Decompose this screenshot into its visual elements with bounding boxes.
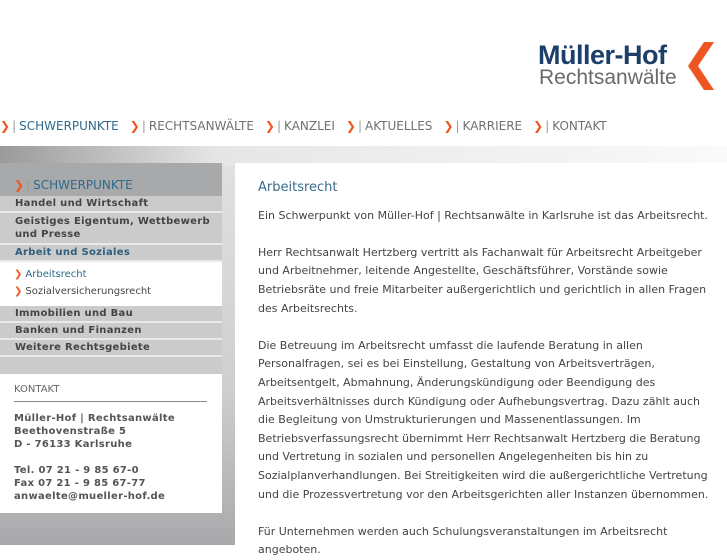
chevron-icon: ❯: [14, 177, 25, 192]
separator: |: [357, 119, 363, 133]
sidebar-item[interactable]: Immobilien und Bau: [0, 306, 222, 323]
nav-label: RECHTSANWÄLTE: [148, 119, 254, 133]
contact-box: [0, 374, 222, 513]
nav-schwerpunkte[interactable]: [0, 119, 119, 133]
paragraph: Für Unternehmen werden auch Schulungsveranstaltungen im Arbeitsrecht angeboten.: [258, 524, 668, 557]
nav-kanzlei[interactable]: [265, 119, 335, 133]
nav-rechtsanwaelte[interactable]: [130, 119, 254, 133]
nav-label: KONTAKT: [552, 119, 607, 133]
sidebar-item[interactable]: Banken und Finanzen: [0, 323, 222, 340]
sidebar-submenu: [0, 262, 222, 306]
logo[interactable]: [538, 40, 718, 92]
chevron-icon: ❯: [443, 119, 454, 133]
contact-fax: Fax 07 21 - 9 85 67-77: [14, 478, 146, 489]
sidebar-title: SCHWERPUNKTE: [33, 177, 133, 192]
logo-subtitle: Rechtsanwälte: [539, 66, 677, 89]
chevron-icon: ❯: [345, 119, 356, 133]
separator: |: [276, 119, 282, 133]
nav-label: SCHWERPUNKTE: [19, 119, 119, 133]
contact-email[interactable]: anwaelte@mueller-hof.de: [14, 491, 166, 502]
contact-street: Beethovenstraße 5: [14, 426, 127, 437]
chevron-icon: ❯: [14, 269, 23, 280]
logo-name: Müller-Hof: [538, 40, 667, 70]
paragraph: Ein Schwerpunkt von Müller-Hof | Rechtsanwälte in Karlsruhe ist das Arbeitsrecht.: [258, 208, 708, 222]
contact-tel: Tel. 07 21 - 9 85 67-0: [14, 465, 139, 476]
nav-aktuelles[interactable]: [346, 119, 433, 133]
sidebar-item[interactable]: Handel und Wirtschaft: [0, 196, 222, 213]
paragraph: Die Betreuung im Arbeitsrecht umfasst die laufende Beratung in allen Personalfragen, sei es bei Einstellung, Gestaltung von Arbeitsverträgen, Arbeitsentgelt, Abmahnung, Änderungskündigung oder Beendigung des Arbeitsverhältnisses durch Kündigung oder Aufhebungsvertrag. Dazu zählt auch die Begleitung von Umstrukturierungen und Massenentlassungen. Im Betriebsverfassungsrecht übernimmt Herr Rechtsanwalt Hertzberg die Beratung und Vertretung in sozialen und personellen Angelegenheiten bis hin zu Sozialplanverhandlungen. Bei Streitigkeiten wird die außergerichtliche Vertretung und die Prozessvertretung vor den Arbeitsgerichten aller Instanzen übernommen.: [258, 338, 709, 501]
subitem-label: Arbeitsrecht: [25, 269, 87, 280]
chevron-icon: ❯: [0, 119, 11, 133]
subitem-label: Sozialversicherungsrecht: [25, 286, 152, 297]
nav-karriere[interactable]: [443, 119, 522, 133]
separator: |: [12, 119, 17, 133]
contact-city: D - 76133 Karlsruhe: [14, 439, 133, 450]
nav-label: KANZLEI: [284, 119, 335, 133]
chevron-icon: ❯: [264, 119, 275, 133]
nav-label: AKTUELLES: [365, 119, 433, 133]
contact-title: KONTAKT: [14, 384, 207, 402]
sidebar-item[interactable]: Geistiges Eigentum, Wettbewerb und Presse: [0, 213, 222, 245]
sidebar-subitem[interactable]: [14, 283, 222, 300]
sidebar-footer: [0, 357, 222, 375]
chevron-icon: ❯: [129, 119, 140, 133]
main-nav: [0, 119, 618, 133]
sidebar-subitem-active[interactable]: [14, 266, 222, 283]
chevron-logo-icon: [686, 42, 714, 90]
paragraph: Herr Rechtsanwalt Hertzberg vertritt als Fachanwalt für Arbeitsrecht Arbeitgeber und Arbeitnehmer, leitende Angestellte, Geschäftsführer, Vorstände sowie Betriebsräte und freie Mitarbeiter außergerichtlich und gerichtlich in allen Fragen des Arbeitsrechts.: [258, 245, 707, 315]
nav-label: KARRIERE: [462, 119, 523, 133]
separator: |: [141, 119, 146, 133]
separator: |: [26, 177, 31, 192]
sidebar: [0, 163, 222, 375]
nav-kontakt[interactable]: [533, 119, 607, 133]
contact-name: Müller-Hof | Rechtsanwälte: [14, 413, 175, 424]
page-title: Arbeitsrecht: [258, 180, 338, 195]
sidebar-item-active[interactable]: Arbeit und Soziales: [0, 245, 222, 262]
chevron-icon: ❯: [533, 119, 544, 133]
chevron-icon: ❯: [14, 286, 23, 297]
main-content: [235, 163, 727, 557]
sidebar-item[interactable]: Weitere Rechtsgebiete: [0, 340, 222, 357]
separator: |: [455, 119, 460, 133]
separator: |: [545, 119, 550, 133]
sidebar-header: [0, 163, 222, 196]
